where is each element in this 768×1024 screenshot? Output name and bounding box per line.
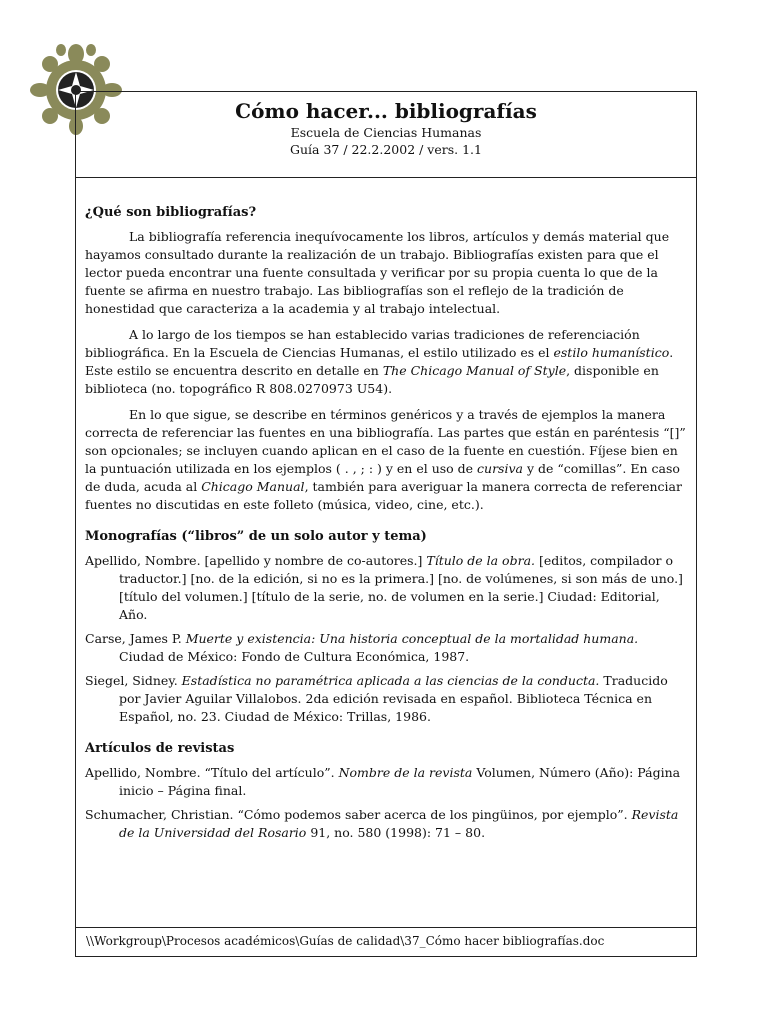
reference-schumacher	[85, 806, 687, 842]
heading-que-son: ¿Qué son bibliografías?	[85, 205, 257, 220]
ref-1-details: [editos, compilador o traductor.] [no. de la edición, si no es la primera.] [no. de volúmenes, si son más de uno.] [título del volumen.] [título de la serie, no. de volumen en la serie.] Ciudad: Editorial, Año.	[119, 553, 683, 622]
guide-version: Guía 37 / 22.2.2002 / vers. 1.1	[290, 142, 482, 157]
reference-siegel	[85, 672, 687, 726]
document-body	[85, 204, 687, 848]
heading-articulos: Artículos de revistas	[85, 741, 235, 756]
paragraph-2-italic-style: estilo humanístico	[553, 345, 670, 360]
paragraph-1-text: La bibliografía referencia inequívocamente los libros, artículos y demás material que hayamos consultado durante la realización de un trabajo. Bibliografías existen para que el lector pueda encontrar una fuente consultada y verificar por su propia cuenta lo que de la fuente se afirma en nuestro trabajo. Las bibliografías son el reflejo de la tradición de honestidad que caracteriza a la academia y al trabajo intelectual.	[85, 229, 670, 316]
file-path: \\Workgroup\Procesos académicos\Guías de calidad\37_Cómo hacer bibliografías.doc	[86, 934, 605, 948]
ref-3-title: Estadística no paramétrica aplicada a las ciencias de la conducta.	[181, 673, 600, 688]
ref-1-title: Título de la obra.	[426, 553, 535, 568]
paragraph-2-italic-manual: The Chicago Manual of Style	[382, 363, 567, 378]
ref-4-journal: Nombre de la revista	[338, 765, 473, 780]
heading-monografias: Monografías (“libros” de un solo autor y tema)	[85, 529, 427, 544]
ref-1-author: Apellido, Nombre. [apellido y nombre de co-autores.]	[85, 553, 427, 568]
paragraph-2-text-e: , disponible en biblioteca (no. topográfico R 808.0270973 U54).	[85, 363, 659, 396]
ref-5-author: Schumacher, Christian. “Cómo podemos saber acerca de los pingüinos, por ejemplo”.	[85, 807, 632, 822]
school-name: Escuela de Ciencias Humanas	[290, 125, 482, 140]
paragraph-2	[85, 326, 687, 398]
footer-box	[75, 927, 697, 957]
paragraph-2-text-c: . Este estilo se encuentra descrito en detalle en	[85, 345, 674, 378]
ref-2-author: Carse, James P.	[85, 631, 186, 646]
paragraph-3-text-c: y de “comillas”. En caso de duda, acuda al	[85, 461, 680, 494]
ref-3-author: Siegel, Sidney.	[85, 673, 182, 688]
ref-5-journal: Revista de la Universidad del Rosario	[119, 807, 679, 840]
paragraph-1	[85, 228, 687, 318]
paragraph-3-italic-cursiva: cursiva	[477, 461, 523, 476]
reference-articulo-template	[85, 764, 687, 800]
paragraph-3-text-e: , también para averiguar la manera correcta de referenciar fuentes no discutidas en este folleto (música, video, cine, etc.).	[85, 479, 682, 512]
paragraph-3-text-a: En lo que sigue, se describe en términos genéricos y a través de ejemplos la manera correcta de referenciar las fuentes en una bibliografía. Las partes que están en paréntesis “[]” son opcionales; se incluyen cuando aplican en el caso de la fuente en cuestión. Fíjese bien en la puntuación utilizada en los ejemplos ( . , ; : ) y en el uso de	[85, 407, 686, 476]
paragraph-2-text-a: A lo largo de los tiempos se han establecido varias tradiciones de referenciación bibliográfica. En la Escuela de Ciencias Humanas, el estilo utilizado es el	[85, 327, 640, 360]
reference-monografia-template	[85, 552, 687, 624]
ref-2-title: Muerte y existencia: Una historia conceptual de la mortalidad humana.	[185, 631, 639, 646]
document-title: Cómo hacer... bibliografías	[235, 99, 537, 123]
ref-3-details: Traducido por Javier Aguilar Villalobos. 2da edición revisada en español. Biblioteca Técnica en Español, no. 23. Ciudad de México: Trillas, 1986.	[119, 673, 668, 724]
ref-2-details: Ciudad de México: Fondo de Cultura Económica, 1987.	[119, 649, 470, 664]
reference-carse	[85, 630, 687, 666]
ref-4-author: Apellido, Nombre. “Título del artículo”.	[85, 765, 339, 780]
paragraph-3	[85, 406, 687, 514]
ref-4-details: Volumen, Número (Año): Página inicio – Página final.	[119, 765, 681, 798]
paragraph-3-italic-chicago: Chicago Manual	[201, 479, 305, 494]
header-box	[76, 92, 696, 178]
ref-5-details: 91, no. 580 (1998): 71 – 80.	[306, 825, 486, 840]
